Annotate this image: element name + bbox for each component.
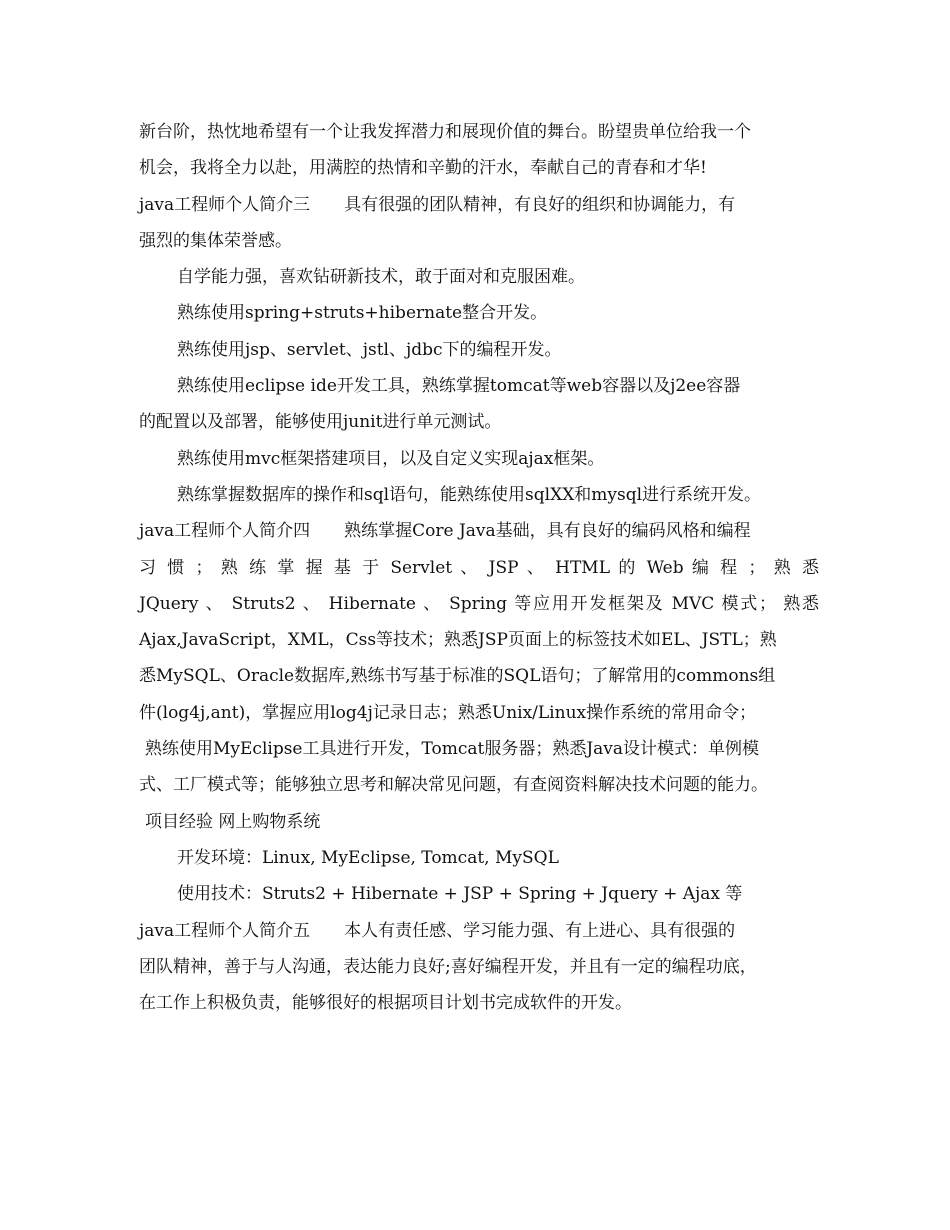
text-line: 熟练使用spring+struts+hibernate整合开发。	[177, 303, 548, 324]
text-line: 熟练掌握数据库的操作和sql语句，能熟练使用sqlXX和mysql进行系统开发。	[177, 484, 762, 505]
text-line: 熟练使用mvc框架搭建项目，以及自定义实现ajax框架。	[177, 448, 605, 469]
document-body	[139, 114, 819, 1021]
text-line: 习 惯 ； 熟 练 掌 握 基 于 Servlet 、 JSP 、 HTML 的 Web 编 程 ； 熟 悉	[139, 557, 819, 578]
text-line: 熟练使用jsp、servlet、jstl、jdbc下的编程开发。	[177, 339, 562, 360]
text-line: 新台阶，热忱地希望有一个让我发挥潜力和展现价值的舞台。盼望贵单位给我一个	[139, 122, 751, 142]
text-line: 熟练使用MyEclipse工具进行开发，Tomcat服务器；熟悉Java设计模式：单例模	[145, 739, 760, 760]
text-line: 件(log4j,ant)，掌握应用log4j记录日志；熟悉Unix/Linux操作系统的常用命令；	[139, 702, 757, 723]
text-line: 机会，我将全力以赴，用满腔的热情和辛勤的汗水，奉献自己的青春和才华!	[139, 158, 707, 179]
text-line: 自学能力强，喜欢钻研新技术，敢于面对和克服困难。	[177, 267, 585, 288]
text-line: JQuery 、 Struts2 、 Hibernate 、 Spring 等应用开发框架及 MVC 模式； 熟悉	[139, 593, 819, 614]
text-line: 式、工厂模式等；能够独立思考和解决常见问题，有查阅资料解决技术问题的能力。	[139, 775, 768, 796]
text-line: 团队精神，善于与人沟通，表达能力良好;喜好编程开发，并且有一定的编程功底，	[139, 956, 757, 977]
text-line: 开发环境：Linux, MyEclipse, Tomcat, MySQL	[177, 847, 559, 868]
text-line: 悉MySQL、Oracle数据库,熟练书写基于标准的SQL语句；了解常用的commons组	[139, 666, 776, 687]
text-line: Ajax,JavaScript，XML，Css等技术；熟悉JSP页面上的标签技术如EL、JSTL；熟	[139, 630, 777, 651]
section-heading-line: java工程师个人简介五 本人有责任感、学习能力强、有上进心、具有很强的	[139, 920, 736, 941]
project-heading: 项目经验 网上购物系统	[145, 811, 321, 832]
text-line: 强烈的集体荣誉感。	[139, 230, 292, 251]
text-line: 熟练使用eclipse ide开发工具，熟练掌握tomcat等web容器以及j2ee容器	[177, 376, 741, 397]
text-line: 在工作上积极负责，能够很好的根据项目计划书完成软件的开发。	[139, 993, 632, 1014]
text-line: 使用技术：Struts2 + Hibernate + JSP + Spring + Jquery + Ajax 等	[177, 884, 743, 905]
section-heading-line: java工程师个人简介三 具有很强的团队精神，有良好的组织和协调能力，有	[139, 194, 736, 215]
text-line: 的配置以及部署，能够使用junit进行单元测试。	[139, 412, 502, 433]
section-heading-line: java工程师个人简介四 熟练掌握Core Java基础，具有良好的编码风格和编程	[139, 521, 751, 542]
